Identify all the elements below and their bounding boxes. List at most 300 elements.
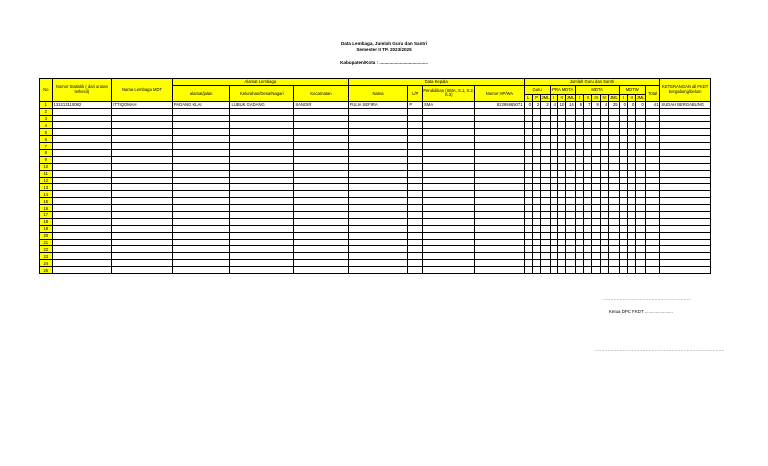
cell-ket: [660, 239, 711, 246]
cell-p3: [566, 225, 575, 232]
cell-pendidikan: [423, 143, 475, 150]
cell-m4: [600, 163, 608, 170]
cell-p2: [557, 177, 565, 184]
cell-pendidikan: [423, 177, 475, 184]
cell-pendidikan: [423, 212, 475, 219]
cell-w3: [636, 225, 645, 232]
cell-hp: [475, 191, 524, 198]
cell-kecamatan: [294, 177, 348, 184]
cell-nsm: [52, 212, 112, 219]
row-number: 1: [40, 101, 53, 108]
cell-m2: [584, 136, 592, 143]
cell-w2: [628, 205, 636, 212]
cell-m3: [592, 246, 600, 253]
cell-w2: [628, 246, 636, 253]
cell-m2: [584, 267, 592, 274]
sub-mdtw-ii: II: [628, 94, 636, 101]
cell-hp: [475, 225, 524, 232]
row-number: 12: [40, 177, 53, 184]
cell-total: [645, 232, 660, 239]
cell-nama-lembaga: [112, 115, 173, 122]
table-row: [40, 191, 711, 198]
cell-ket: [660, 129, 711, 136]
cell-nama-lembaga: [112, 239, 173, 246]
cell-m1: [575, 260, 583, 267]
cell-w2: [628, 156, 636, 163]
cell-hp: [475, 232, 524, 239]
cell-g2: [532, 212, 540, 219]
cell-ket: [660, 232, 711, 239]
cell-nama-lembaga: [112, 143, 173, 150]
cell-g3: [541, 225, 550, 232]
table-row: [40, 253, 711, 260]
cell-nama: [348, 129, 408, 136]
cell-m5: 25: [609, 101, 619, 108]
cell-m2: [584, 212, 592, 219]
cell-kecamatan: [294, 239, 348, 246]
cell-nama-lembaga: [112, 122, 173, 129]
table-row: [40, 122, 711, 129]
cell-p1: [550, 156, 557, 163]
lembaga-table: [39, 78, 711, 274]
cell-g1: 0: [524, 101, 532, 108]
cell-p3: [566, 163, 575, 170]
cell-kelurahan: [230, 170, 294, 177]
cell-m2: [584, 156, 592, 163]
cell-m4: [600, 212, 608, 219]
cell-kecamatan: [294, 115, 348, 122]
cell-m5: [609, 156, 619, 163]
cell-ket: [660, 150, 711, 157]
cell-nama-lembaga: [112, 260, 173, 267]
cell-m4: [600, 143, 608, 150]
cell-w3: [636, 108, 645, 115]
col-nomor-hp: Nomor HP/WA: [475, 85, 524, 101]
cell-w3: [636, 253, 645, 260]
cell-kelurahan: [230, 156, 294, 163]
cell-kecamatan: [294, 170, 348, 177]
cell-ket: [660, 253, 711, 260]
cell-w2: [628, 150, 636, 157]
cell-g3: [541, 170, 550, 177]
cell-nama-lembaga: ITTIQOMAH: [112, 101, 173, 108]
cell-nama: [348, 177, 408, 184]
cell-nama: [348, 225, 408, 232]
cell-kelurahan: [230, 129, 294, 136]
cell-m4: [600, 156, 608, 163]
cell-m2: [584, 239, 592, 246]
cell-ket: SUDAH BERGABUNG: [660, 101, 711, 108]
cell-w1: [619, 150, 627, 157]
cell-pendidikan: [423, 163, 475, 170]
cell-hp: 82295665071: [475, 101, 524, 108]
cell-m3: [592, 191, 600, 198]
cell-m5: [609, 232, 619, 239]
cell-m1: [575, 225, 583, 232]
cell-ket: [660, 246, 711, 253]
cell-kecamatan: [294, 136, 348, 143]
cell-g1: [524, 260, 532, 267]
cell-g3: [541, 129, 550, 136]
cell-m3: [592, 232, 600, 239]
row-number: 18: [40, 218, 53, 225]
cell-nama-lembaga: [112, 184, 173, 191]
cell-lp: [408, 108, 423, 115]
cell-pendidikan: [423, 150, 475, 157]
cell-w2: [628, 177, 636, 184]
cell-g1: [524, 115, 532, 122]
table-row: [40, 156, 711, 163]
cell-p2: [557, 129, 565, 136]
cell-m4: [600, 198, 608, 205]
cell-hp: [475, 212, 524, 219]
cell-m1: [575, 198, 583, 205]
cell-nama: [348, 150, 408, 157]
cell-nama-lembaga: [112, 129, 173, 136]
cell-kecamatan: [294, 191, 348, 198]
cell-m3: [592, 260, 600, 267]
col-total: Total: [645, 85, 660, 101]
cell-nsm: [52, 170, 112, 177]
cell-w3: [636, 246, 645, 253]
cell-nsm: [52, 246, 112, 253]
cell-p2: [557, 156, 565, 163]
cell-alamat: [172, 260, 230, 267]
cell-g1: [524, 163, 532, 170]
cell-nama: [348, 191, 408, 198]
cell-w2: [628, 143, 636, 150]
cell-kecamatan: [294, 267, 348, 274]
cell-m5: [609, 115, 619, 122]
cell-m2: [584, 115, 592, 122]
cell-alamat: [172, 253, 230, 260]
cell-alamat: [172, 205, 230, 212]
cell-pendidikan: [423, 136, 475, 143]
cell-kecamatan: [294, 253, 348, 260]
cell-w3: [636, 156, 645, 163]
cell-kelurahan: [230, 143, 294, 150]
cell-m4: [600, 260, 608, 267]
row-number: 5: [40, 129, 53, 136]
cell-w2: [628, 136, 636, 143]
cell-hp: [475, 129, 524, 136]
cell-w2: [628, 108, 636, 115]
cell-kecamatan: [294, 205, 348, 212]
cell-hp: [475, 143, 524, 150]
cell-g3: [541, 205, 550, 212]
cell-w2: [628, 212, 636, 219]
cell-m3: [592, 143, 600, 150]
cell-m4: [600, 225, 608, 232]
table-row: [40, 129, 711, 136]
cell-g1: [524, 253, 532, 260]
cell-p3: [566, 260, 575, 267]
cell-p3: [566, 136, 575, 143]
table-row: [40, 260, 711, 267]
row-number: 16: [40, 205, 53, 212]
cell-w1: 0: [619, 101, 627, 108]
cell-m2: [584, 246, 592, 253]
table-row: [40, 225, 711, 232]
cell-alamat: [172, 122, 230, 129]
col-kelurahan: Kelurahan/Desa/Nagari: [230, 85, 294, 101]
table-row: [40, 108, 711, 115]
cell-m5: [609, 225, 619, 232]
cell-m3: [592, 198, 600, 205]
cell-m4: [600, 129, 608, 136]
cell-kelurahan: [230, 150, 294, 157]
cell-w3: [636, 129, 645, 136]
cell-nama-lembaga: [112, 177, 173, 184]
cell-p3: [566, 246, 575, 253]
cell-m1: [575, 184, 583, 191]
row-number: 8: [40, 150, 53, 157]
sub-mdtw: MDTW: [619, 85, 645, 94]
cell-w3: [636, 115, 645, 122]
cell-kecamatan: SANGIR: [294, 101, 348, 108]
cell-m2: 7: [584, 101, 592, 108]
cell-kecamatan: [294, 108, 348, 115]
cell-nama: [348, 246, 408, 253]
cell-g1: [524, 198, 532, 205]
cell-lp: [408, 170, 423, 177]
cell-pendidikan: [423, 108, 475, 115]
cell-kecamatan: [294, 184, 348, 191]
cell-m1: [575, 129, 583, 136]
cell-kecamatan: [294, 163, 348, 170]
cell-pendidikan: [423, 232, 475, 239]
cell-kecamatan: [294, 150, 348, 157]
sub-mdtw-jml: JML: [636, 95, 645, 101]
cell-ket: [660, 191, 711, 198]
cell-p2: [557, 163, 565, 170]
cell-nsm: [52, 218, 112, 225]
cell-ket: [660, 115, 711, 122]
cell-nsm: [52, 198, 112, 205]
cell-pendidikan: [423, 156, 475, 163]
cell-m1: [575, 239, 583, 246]
cell-alamat: [172, 170, 230, 177]
cell-total: [645, 260, 660, 267]
cell-g2: [532, 177, 540, 184]
cell-nsm: [52, 143, 112, 150]
cell-total: [645, 253, 660, 260]
cell-pendidikan: [423, 239, 475, 246]
row-number: 11: [40, 170, 53, 177]
sub-mdta-iv: IV: [600, 94, 608, 101]
cell-m4: [600, 253, 608, 260]
cell-m5: [609, 253, 619, 260]
cell-total: [645, 177, 660, 184]
cell-g3: [541, 115, 550, 122]
cell-p2: 10: [557, 101, 565, 108]
cell-lp: [408, 267, 423, 274]
cell-p1: [550, 191, 557, 198]
cell-w1: [619, 122, 627, 129]
cell-m1: [575, 267, 583, 274]
table-row: [40, 198, 711, 205]
cell-m5: [609, 129, 619, 136]
cell-m2: [584, 122, 592, 129]
cell-p3: [566, 218, 575, 225]
cell-w2: [628, 267, 636, 274]
cell-pendidikan: [423, 122, 475, 129]
cell-m2: [584, 232, 592, 239]
cell-nama: [348, 115, 408, 122]
cell-m4: [600, 136, 608, 143]
cell-nama: FULIA SEFIRA: [348, 101, 408, 108]
cell-p1: [550, 122, 557, 129]
sub-guru-jml: JML: [541, 95, 550, 101]
cell-nama-lembaga: [112, 253, 173, 260]
cell-kelurahan: [230, 198, 294, 205]
cell-p1: [550, 177, 557, 184]
cell-m3: [592, 253, 600, 260]
cell-kecamatan: [294, 225, 348, 232]
cell-hp: [475, 205, 524, 212]
cell-p2: [557, 122, 565, 129]
cell-alamat: [172, 129, 230, 136]
cell-g2: [532, 136, 540, 143]
cell-w1: [619, 225, 627, 232]
cell-kecamatan: [294, 156, 348, 163]
cell-w1: [619, 129, 627, 136]
cell-g2: 2: [532, 101, 540, 108]
col-keterangan: KETERANGAN all FKDT bergabung/belum: [660, 79, 711, 102]
cell-m4: [600, 184, 608, 191]
cell-g2: [532, 163, 540, 170]
cell-m5: [609, 191, 619, 198]
cell-g2: [532, 205, 540, 212]
cell-hp: [475, 218, 524, 225]
cell-pendidikan: [423, 218, 475, 225]
cell-total: [645, 198, 660, 205]
cell-alamat: [172, 232, 230, 239]
row-number: 23: [40, 253, 53, 260]
sub-mdta: MDTA: [575, 85, 619, 94]
cell-m5: [609, 260, 619, 267]
cell-g3: [541, 150, 550, 157]
cell-nama: [348, 260, 408, 267]
sub-guru-p: P: [532, 94, 540, 101]
cell-alamat: [172, 239, 230, 246]
sub-guru: Guru: [524, 85, 550, 94]
table-row: [40, 232, 711, 239]
cell-g3: [541, 136, 550, 143]
cell-m4: 4: [600, 101, 608, 108]
cell-hp: [475, 156, 524, 163]
cell-m1: [575, 205, 583, 212]
cell-ket: [660, 170, 711, 177]
cell-p2: [557, 232, 565, 239]
cell-m3: [592, 184, 600, 191]
cell-lp: [408, 191, 423, 198]
cell-kecamatan: [294, 232, 348, 239]
table-row: [40, 101, 711, 108]
sub-pra-i: I: [550, 94, 557, 101]
cell-g2: [532, 198, 540, 205]
cell-g3: [541, 260, 550, 267]
cell-w1: [619, 212, 627, 219]
cell-hp: [475, 184, 524, 191]
cell-ket: [660, 212, 711, 219]
row-number: 9: [40, 156, 53, 163]
cell-m4: [600, 170, 608, 177]
cell-total: [645, 239, 660, 246]
cell-ket: [660, 198, 711, 205]
row-number: 6: [40, 136, 53, 143]
cell-p1: [550, 108, 557, 115]
cell-total: [645, 143, 660, 150]
cell-kelurahan: [230, 108, 294, 115]
cell-m5: [609, 218, 619, 225]
cell-alamat: [172, 212, 230, 219]
cell-m4: [600, 108, 608, 115]
cell-g1: [524, 246, 532, 253]
table-row: [40, 218, 711, 225]
cell-p3: [566, 129, 575, 136]
cell-kecamatan: [294, 246, 348, 253]
cell-nama: [348, 267, 408, 274]
cell-g3: [541, 232, 550, 239]
cell-p2: [557, 108, 565, 115]
row-number: 25: [40, 267, 53, 274]
cell-pendidikan: [423, 225, 475, 232]
cell-m5: [609, 150, 619, 157]
cell-m1: [575, 232, 583, 239]
cell-alamat: [172, 108, 230, 115]
cell-m4: [600, 239, 608, 246]
cell-alamat: [172, 218, 230, 225]
cell-g3: [541, 218, 550, 225]
cell-g2: [532, 184, 540, 191]
cell-p2: [557, 150, 565, 157]
cell-g3: [541, 108, 550, 115]
cell-alamat: [172, 115, 230, 122]
cell-nama: [348, 218, 408, 225]
cell-alamat: [172, 156, 230, 163]
cell-p3: [566, 108, 575, 115]
cell-w1: [619, 239, 627, 246]
cell-m4: [600, 267, 608, 274]
cell-nama: [348, 253, 408, 260]
sub-mdtw-i: I: [619, 94, 627, 101]
cell-p3: [566, 122, 575, 129]
cell-g3: [541, 198, 550, 205]
cell-g1: [524, 267, 532, 274]
cell-nama: [348, 122, 408, 129]
cell-kecamatan: [294, 129, 348, 136]
cell-p2: [557, 239, 565, 246]
cell-p1: [550, 246, 557, 253]
sub-pra-ii: II: [557, 94, 565, 101]
cell-w2: [628, 218, 636, 225]
cell-m5: [609, 143, 619, 150]
sub-pra-mdta: PRA MDTA: [552, 87, 574, 93]
cell-p1: [550, 218, 557, 225]
cell-hp: [475, 260, 524, 267]
cell-p3: [566, 170, 575, 177]
cell-p3: 14: [566, 101, 575, 108]
cell-nama-lembaga: [112, 232, 173, 239]
cell-nsm: [52, 225, 112, 232]
cell-m3: [592, 156, 600, 163]
cell-nsm: [52, 184, 112, 191]
cell-w2: 0: [628, 101, 636, 108]
cell-m2: [584, 205, 592, 212]
cell-nsm: [52, 136, 112, 143]
kabupaten-field: Kabupaten/Kota : ......................................: [340, 60, 428, 65]
